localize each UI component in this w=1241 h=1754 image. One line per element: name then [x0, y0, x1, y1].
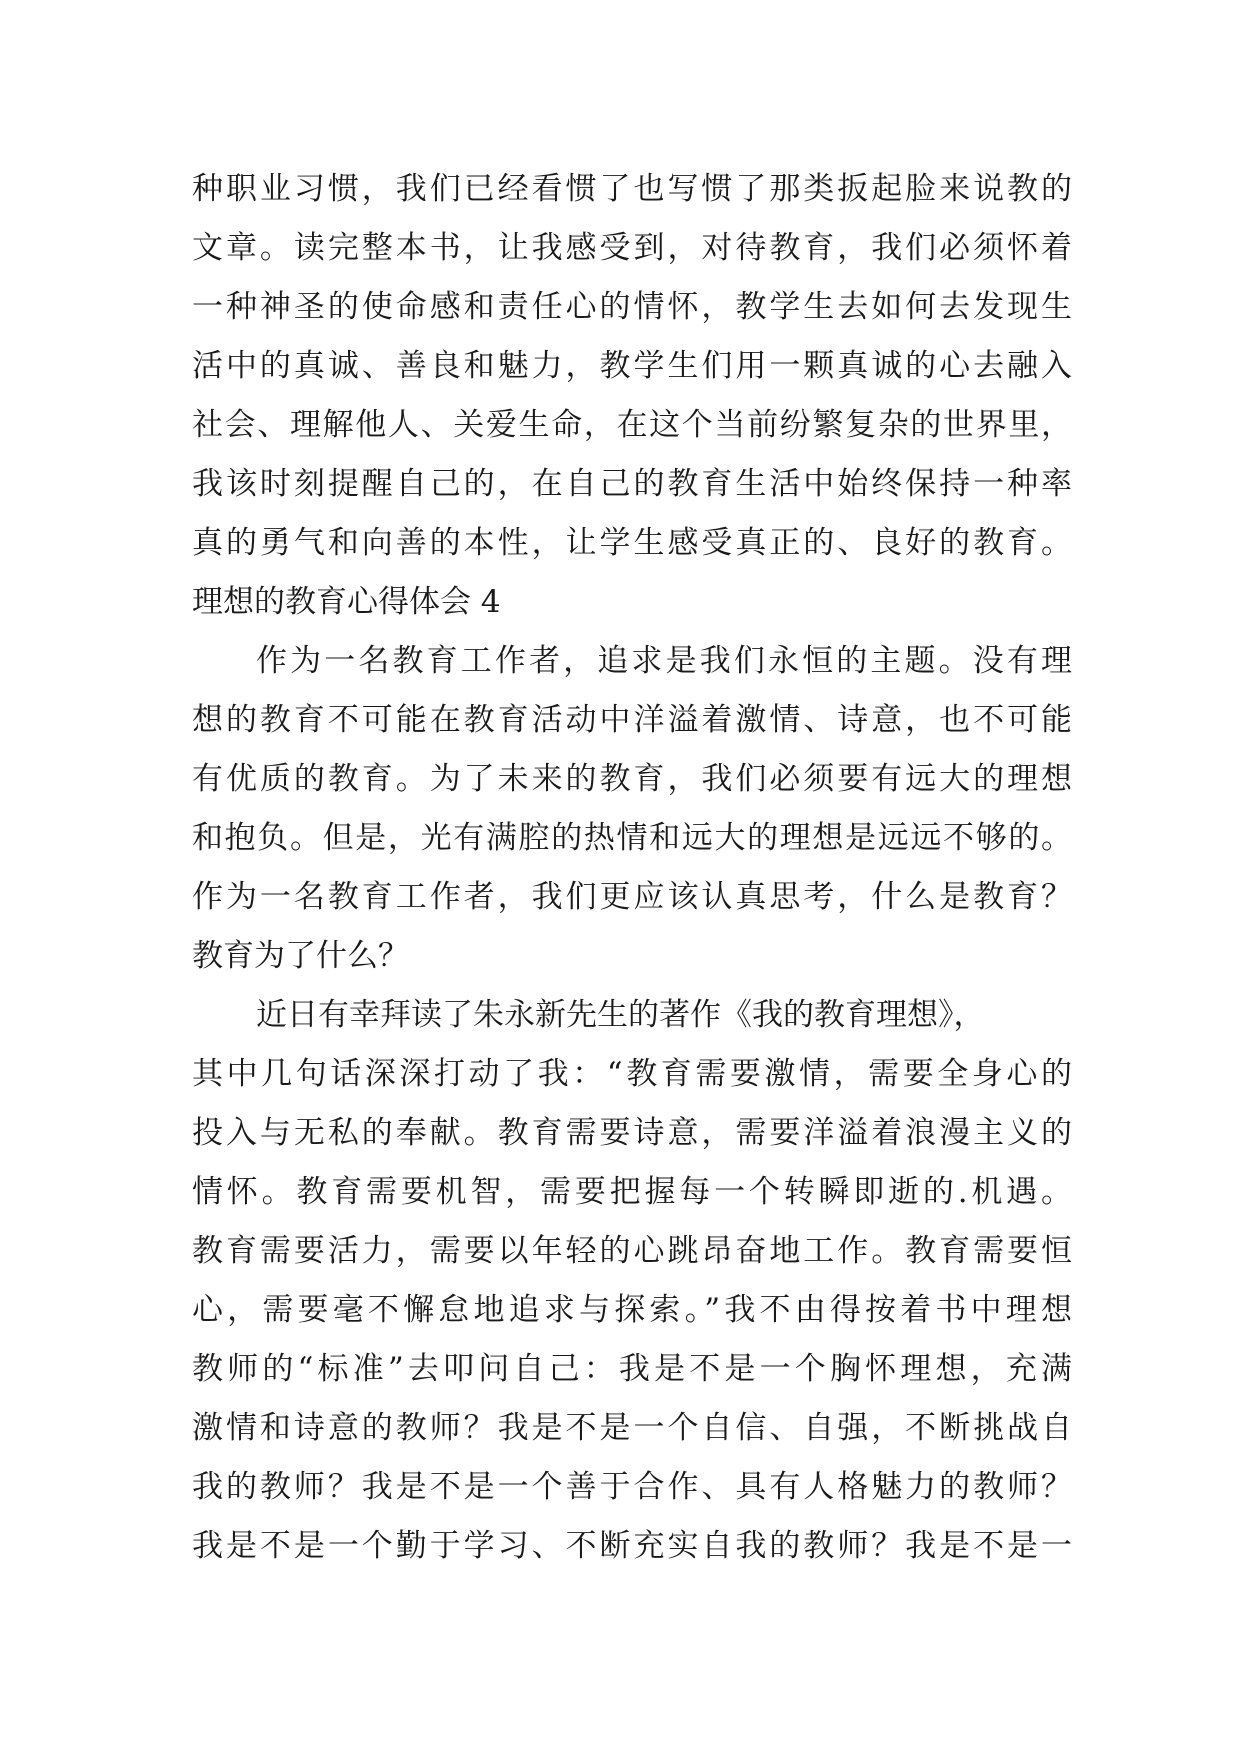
text-line: 文章。读完整本书，让我感受到，对待教育，我们必须怀着 — [192, 230, 1072, 266]
text-line: 教师的“标准”去叩问自己：我是不是一个胸怀理想，充满 — [192, 1351, 1072, 1387]
text-line: 教育需要活力，需要以年轻的心跳昂奋地工作。教育需要恒 — [192, 1233, 1072, 1269]
text-line: 我的教师？我是不是一个善于合作、具有人格魅力的教师？ — [192, 1469, 1072, 1505]
text-line: 种职业习惯，我们已经看惯了也写惯了那类扳起脸来说教的 — [192, 171, 1072, 207]
paragraph-first-line: 近日有幸拜读了朱永新先生的著作《我的教育理想》， — [256, 997, 985, 1033]
text-line: 投入与无私的奉献。教育需要诗意，需要洋溢着浪漫主义的 — [192, 1115, 1072, 1151]
text-line: 真的勇气和向善的本性，让学生感受真正的、良好的教育。 — [192, 525, 1072, 561]
text-line: 一种神圣的使命感和责任心的情怀，教学生去如何去发现生 — [192, 289, 1072, 325]
text-line: 其中几句话深深打动了我：“教育需要激情，需要全身心的 — [192, 1056, 1072, 1092]
section-heading: 理想的教育心得体会 4 — [192, 584, 501, 620]
text-line: 情怀。教育需要机智，需要把握每一个转瞬即逝的.机遇。 — [192, 1174, 1072, 1210]
text-line: 心，需要毫不懈怠地追求与探索。”我不由得按着书中理想 — [192, 1292, 1072, 1328]
text-line: 活中的真诚、善良和魅力，教学生们用一颗真诚的心去融入 — [192, 348, 1072, 384]
paragraph-first-line: 作为一名教育工作者，追求是我们永恒的主题。没有理 — [256, 643, 1072, 679]
text-line: 想的教育不可能在教育活动中洋溢着激情、诗意，也不可能 — [192, 702, 1072, 738]
text-line: 有优质的教育。为了未来的教育，我们必须要有远大的理想 — [192, 761, 1072, 797]
text-line: 我是不是一个勤于学习、不断充实自我的教师？我是不是一 — [192, 1528, 1072, 1564]
text-line: 激情和诗意的教师？我是不是一个自信、自强，不断挑战自 — [192, 1410, 1072, 1446]
text-line: 我该时刻提醒自己的，在自己的教育生活中始终保持一种率 — [192, 466, 1072, 502]
text-line: 社会、理解他人、关爱生命，在这个当前纷繁复杂的世界里， — [192, 407, 1072, 443]
paragraph-last-line: 教育为了什么？ — [192, 938, 409, 974]
document-body — [192, 160, 1072, 1576]
text-line: 作为一名教育工作者，我们更应该认真思考，什么是教育？ — [192, 879, 1072, 915]
text-line: 和抱负。但是，光有满腔的热情和远大的理想是远远不够的。 — [192, 820, 1072, 856]
